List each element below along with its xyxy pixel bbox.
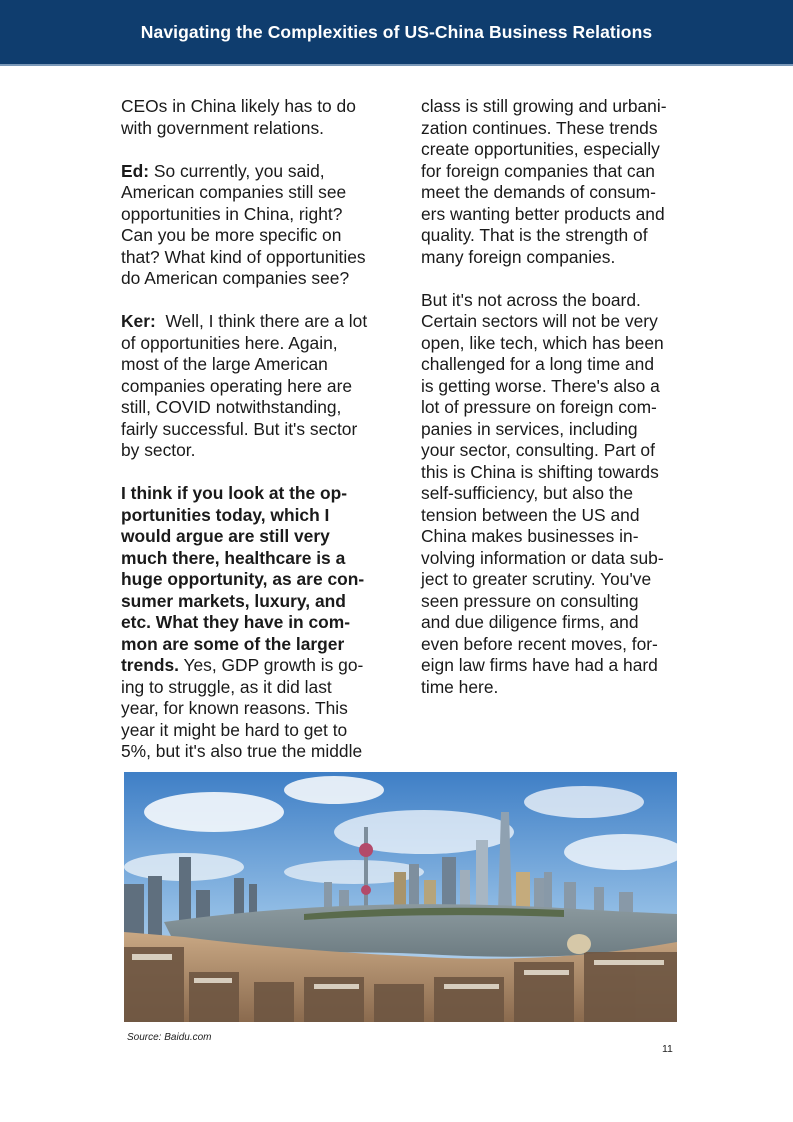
text-line: companies operating here are — [121, 375, 353, 396]
bold-fragment: trends. — [121, 655, 179, 675]
bold-text-line: huge opportunity, as are con- — [121, 569, 365, 589]
text-line: is getting worse. There's also a — [421, 375, 660, 396]
bold-text-line: portunities today, which I — [121, 504, 330, 525]
text-line — [121, 161, 396, 183]
bold-text-line: mon are some of the larger — [121, 633, 345, 654]
text-line: even before recent moves, for- — [421, 633, 658, 654]
right-column — [421, 96, 701, 720]
paragraph-opportunities — [121, 483, 396, 763]
text-line: fairly successful. But it's sector — [121, 418, 358, 439]
text-line: 5%, but it's also true the middle — [121, 741, 363, 761]
text-line: Can you be more specific on — [121, 225, 342, 245]
text-line: tension between the US and — [421, 504, 640, 525]
text-line: But it's not across the board. — [421, 289, 641, 310]
header-title: Navigating the Complexities of US-China Business Relations — [140, 21, 653, 42]
bold-text-line: would argue are still very — [121, 526, 330, 546]
page-header — [0, 0, 793, 66]
text-line: by sector. — [121, 440, 196, 460]
text-line: many foreign companies. — [421, 246, 616, 267]
text-line: Certain sectors will not be very — [421, 311, 658, 331]
text-line: challenged for a long time and — [421, 354, 654, 374]
text-line — [121, 655, 396, 677]
paragraph-ed-question — [121, 161, 396, 290]
text-line: panies in services, including — [421, 418, 638, 439]
text-line: quality. That is the strength of — [421, 225, 648, 245]
text-line: that? What kind of opportunities — [121, 246, 366, 267]
text-line: eign law firms have had a hard — [421, 655, 658, 675]
text-line: most of the large American — [121, 354, 328, 374]
figure-caption: Source: Baidu.com — [127, 1032, 212, 1043]
text-line: year, for known reasons. This — [121, 698, 348, 718]
text-line: do American companies see? — [121, 268, 350, 288]
speaker-label: Ed: — [121, 160, 150, 181]
text-line: China makes businesses in- — [421, 526, 639, 546]
page-number: 11 — [662, 1043, 673, 1055]
paragraph-ker-answer — [121, 311, 396, 462]
text-line: self-sufficiency, but also the — [421, 483, 634, 503]
bold-text-line: much there, healthcare is a — [121, 547, 346, 568]
text-line: ers wanting better products and — [421, 203, 665, 224]
paragraph-middle-class — [421, 96, 701, 268]
text-line: class is still growing and urbani- — [421, 96, 667, 116]
text-line: lot of pressure on foreign com- — [421, 397, 657, 417]
text-line: and due diligence firms, and — [421, 612, 639, 632]
bold-text-line: I think if you look at the op- — [121, 483, 348, 503]
text-fragment: So currently, you said, — [149, 160, 325, 181]
text-line: CEOs in China likely has to do — [121, 96, 356, 116]
text-line: open, like tech, which has been — [421, 332, 664, 353]
text-line: American companies still see — [121, 182, 347, 202]
skyline-photo — [124, 772, 677, 1022]
text-line: your sector, consulting. Part of — [421, 440, 655, 460]
text-line: zation continues. These trends — [421, 117, 658, 138]
speaker-label: Ker: — [121, 311, 156, 331]
text-line: volving information or data sub- — [421, 547, 664, 568]
text-line: ject to greater scrutiny. You've — [421, 569, 652, 589]
bold-text-line: etc. What they have in com- — [121, 612, 351, 632]
text-line: of opportunities here. Again, — [121, 332, 338, 353]
text-line: this is China is shifting towards — [421, 461, 659, 482]
text-fragment: Well, I think there are a lot — [155, 311, 368, 331]
text-line: for foreign companies that can — [421, 160, 655, 181]
text-line: opportunities in China, right? — [121, 203, 343, 224]
paragraph-1 — [121, 96, 396, 139]
text-line: with government relations. — [121, 117, 324, 138]
paragraph-sectors — [421, 290, 701, 699]
text-line: create opportunities, especially — [421, 139, 660, 159]
text-fragment: Yes, GDP growth is go- — [178, 655, 364, 675]
text-line: seen pressure on consulting — [421, 590, 639, 611]
bold-text-line: sumer markets, luxury, and — [121, 590, 346, 611]
left-column — [121, 96, 396, 784]
text-line — [121, 311, 396, 333]
text-line: still, COVID notwithstanding, — [121, 397, 342, 417]
text-line: ing to struggle, as it did last — [121, 676, 332, 697]
text-line: meet the demands of consum- — [421, 182, 656, 202]
text-line: time here. — [421, 676, 499, 697]
text-line: year it might be hard to get to — [121, 719, 348, 740]
